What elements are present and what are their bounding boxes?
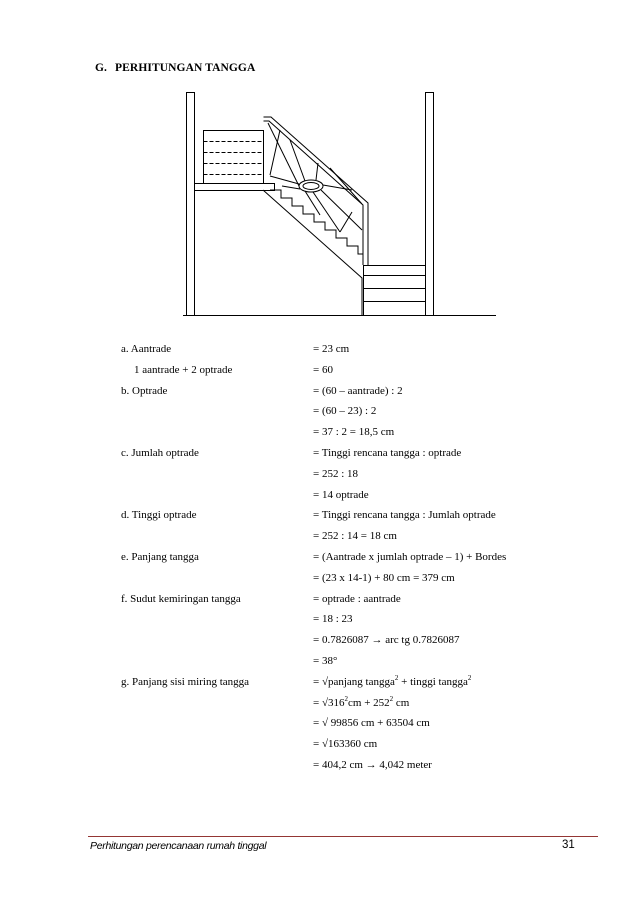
exponent: 2 (344, 694, 348, 703)
calc-label: 1 aantrade + 2 optrade (134, 363, 233, 376)
calc-value: = 60 (313, 363, 333, 376)
calc-value (313, 694, 410, 709)
calc-value: = 252 : 14 = 18 cm (313, 530, 397, 543)
calc-value (313, 673, 472, 688)
calc-row (0, 738, 638, 759)
calc-value: = 37 : 2 = 18,5 cm (313, 426, 395, 439)
calc-row (0, 530, 638, 551)
railing-spoke (316, 163, 318, 180)
footer-title: Perhitungan perencanaan rumah tinggal (90, 840, 267, 852)
railing-spoke (321, 190, 362, 230)
calc-value: = Tinggi rencana tangga : Jumlah optrade (313, 509, 496, 522)
calc-value: = 252 : 18 (313, 467, 359, 480)
left-wall (187, 93, 195, 316)
calc-row (0, 468, 638, 489)
calc-label: b. Optrade (121, 384, 168, 397)
section-letter: G. (95, 62, 108, 74)
stair-steps (270, 190, 363, 254)
value-part: = √panjang tangga (313, 675, 395, 688)
calc-label: a. Aantrade (121, 343, 172, 355)
calc-value: = 0.7826087 → arc tg 0.7826087 (313, 634, 460, 647)
calc-row (0, 489, 638, 510)
value-part: + tinggi tangga (398, 675, 468, 688)
calc-label: d. Tinggi optrade (121, 509, 197, 522)
calc-row (0, 694, 638, 718)
calc-row (0, 385, 638, 406)
calc-value: = (Aantrade x jumlah optrade – 1) + Bordes (313, 550, 507, 563)
calc-row (0, 634, 638, 655)
calc-row (0, 447, 638, 468)
railing-spoke (313, 192, 340, 232)
calc-row (0, 613, 638, 634)
calc-value: = 404,2 cm → 4,042 meter (313, 758, 432, 771)
calc-row (0, 551, 638, 572)
calc-value: = (60 – 23) : 2 (313, 405, 377, 418)
calc-row (0, 426, 638, 447)
right-wall (426, 93, 434, 316)
page-number: 31 (562, 839, 575, 851)
calc-value: = √ 99856 cm + 63504 cm (313, 717, 430, 730)
calc-row (0, 593, 638, 614)
calc-row (0, 405, 638, 426)
value-part: cm + 252 (348, 696, 390, 709)
calc-row (0, 572, 638, 593)
staircase-drawing (0, 0, 638, 340)
calc-label: f. Sudut kemiringan tangga (121, 592, 241, 605)
stair-underside (263, 190, 362, 315)
decorative-ellipse-inner (303, 183, 319, 190)
section-title: PERHITUNGAN TANGGA (115, 62, 256, 74)
calc-value: = √163360 cm (313, 738, 378, 751)
calc-row (0, 655, 638, 676)
calc-value: = 23 cm (313, 343, 350, 355)
exponent: 2 (394, 673, 399, 682)
handrail (264, 117, 369, 265)
calc-value: = (23 x 14-1) + 80 cm = 379 cm (313, 571, 455, 584)
exponent: 2 (389, 694, 394, 703)
calc-value: = (60 – aantrade) : 2 (313, 384, 403, 397)
calc-label: g. Panjang sisi miring tangga (121, 675, 250, 688)
calc-row (0, 509, 638, 530)
calc-value: = 14 optrade (313, 488, 369, 501)
calc-row (0, 364, 638, 385)
upper-railing-block (204, 131, 264, 184)
railing-spoke (330, 168, 362, 204)
calc-value: = Tinggi rencana tangga : optrade (313, 446, 462, 459)
landing-slab (195, 184, 275, 191)
calculation-list (0, 343, 638, 780)
calc-row (0, 717, 638, 738)
value-part: = √316 (313, 696, 345, 709)
lower-flight (364, 266, 426, 316)
calc-label: e. Panjang tangga (121, 550, 199, 563)
calc-row (0, 759, 638, 780)
calc-row (0, 343, 638, 364)
calc-label: c. Jumlah optrade (121, 446, 199, 459)
calc-row (0, 673, 638, 697)
calc-value: = 18 : 23 (313, 613, 353, 626)
exponent: 2 (467, 673, 472, 682)
calc-value: = optrade : aantrade (313, 592, 401, 605)
calc-value: = 38° (313, 654, 338, 667)
railing-spoke (282, 186, 300, 189)
railing-spoke (305, 191, 320, 215)
value-part: cm (393, 696, 410, 709)
footer-rule (88, 836, 598, 837)
